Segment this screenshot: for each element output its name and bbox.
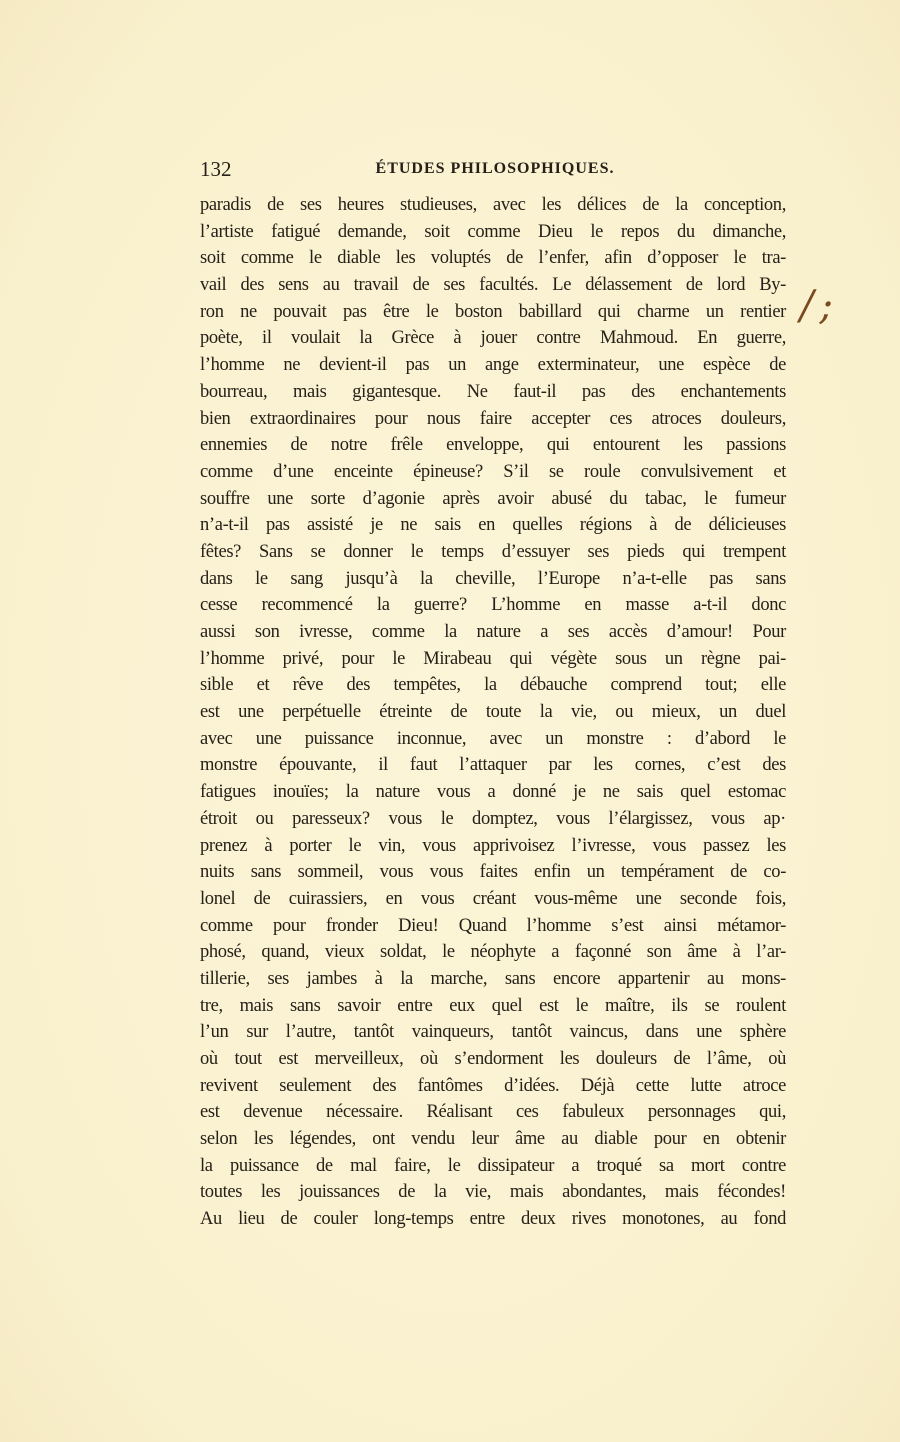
body-text <box>200 192 786 1233</box>
text-line: avec une puissance inconnue, avec un monstre : d’abord le <box>200 728 786 749</box>
text-line: selon les légendes, ont vendu leur âme au diable pour en obtenir <box>200 1129 786 1150</box>
text-line: phosé, quand, vieux soldat, le néophyte a façonné son âme à l’ar- <box>200 942 786 963</box>
text-line: toutes les jouissances de la vie, mais abondantes, mais fécondes! <box>200 1182 786 1203</box>
text-line: la puissance de mal faire, le dissipateur a troqué sa mort contre <box>200 1155 786 1176</box>
text-line: vail des sens au travail de ses facultés. Le délassement de lord By- <box>200 275 786 296</box>
text-line: bien extraordinaires pour nous faire accepter ces atroces douleurs, <box>200 408 786 429</box>
text-line: lonel de cuirassiers, en vous créant vous-même une seconde fois, <box>200 888 786 909</box>
text-line: tillerie, ses jambes à la marche, sans encore appartenir au mons- <box>200 968 786 989</box>
page-header <box>200 157 790 183</box>
text-line: dans le sang jusqu’à la cheville, l’Europe n’a-t-elle pas sans <box>200 568 786 589</box>
text-line: fatigues inouïes; la nature vous a donné je ne sais quel estomac <box>200 782 786 803</box>
text-line: comme d’une enceinte épineuse? S’il se roule convulsivement et <box>200 461 786 482</box>
text-line: l’homme privé, pour le Mirabeau qui végète sous un règne pai- <box>200 648 786 669</box>
text-line: revivent seulement des fantômes d’idées. Déjà cette lutte atroce <box>200 1075 786 1096</box>
text-line: nuits sans sommeil, vous vous faites enfin un tempérament de co- <box>200 862 786 883</box>
text-line: l’artiste fatigué demande, soit comme Dieu le repos du dimanche, <box>200 221 786 242</box>
text-line: étroit ou paresseux? vous le domptez, vous l’élargissez, vous ap· <box>200 808 786 829</box>
text-line: n’a-t-il pas assisté je ne sais en quelles régions à de délicieuses <box>200 515 786 536</box>
text-line: Au lieu de couler long-temps entre deux rives monotones, au fond <box>200 1209 786 1230</box>
text-line: fêtes? Sans se donner le temps d’essuyer ses pieds qui trempent <box>200 541 786 562</box>
handwritten-margin-note: /; <box>800 283 839 329</box>
text-line: ron ne pouvait pas être le boston babillard qui charme un rentier <box>200 301 786 322</box>
text-line: monstre épouvante, il faut l’attaquer par les cornes, c’est des <box>200 755 786 776</box>
text-line: comme pour fronder Dieu! Quand l’homme s’est ainsi métamor- <box>200 915 786 936</box>
text-line: soit comme le diable les voluptés de l’enfer, afin d’opposer le tra- <box>200 248 786 269</box>
text-line: est une perpétuelle étreinte de toute la vie, ou mieux, un duel <box>200 702 786 723</box>
text-line: est devenue nécessaire. Réalisant ces fabuleux personnages qui, <box>200 1102 786 1123</box>
text-line: l’homme ne devient-il pas un ange exterminateur, une espèce de <box>200 355 786 376</box>
text-line: souffre une sorte d’agonie après avoir abusé du tabac, le fumeur <box>200 488 786 509</box>
text-line: cesse recommencé la guerre? L’homme en masse a-t-il donc <box>200 595 786 616</box>
text-line: l’un sur l’autre, tantôt vainqueurs, tantôt vaincus, dans une sphère <box>200 1022 786 1043</box>
text-line: aussi son ivresse, comme la nature a ses accès d’amour! Pour <box>200 622 786 642</box>
text-line: bourreau, mais gigantesque. Ne faut-il pas des enchantements <box>200 381 786 402</box>
text-line: où tout est merveilleux, où s’endorment les douleurs de l’âme, où <box>200 1049 786 1069</box>
running-title: ÉTUDES PHILOSOPHIQUES. <box>375 160 615 177</box>
text-line: prenez à porter le vin, vous apprivoisez l’ivresse, vous passez les <box>200 835 786 856</box>
text-line: paradis de ses heures studieuses, avec les délices de la conception, <box>200 195 786 215</box>
text-line: tre, mais sans savoir entre eux quel est le maître, ils se roulent <box>200 995 786 1016</box>
text-line: sible et rêve des tempêtes, la débauche comprend tout; elle <box>200 675 786 696</box>
page-number: 132 <box>200 157 232 181</box>
text-line: poète, il voulait la Grèce à jouer contre Mahmoud. En guerre, <box>200 328 786 349</box>
text-line: ennemies de notre frêle enveloppe, qui entourent les passions <box>200 435 786 456</box>
